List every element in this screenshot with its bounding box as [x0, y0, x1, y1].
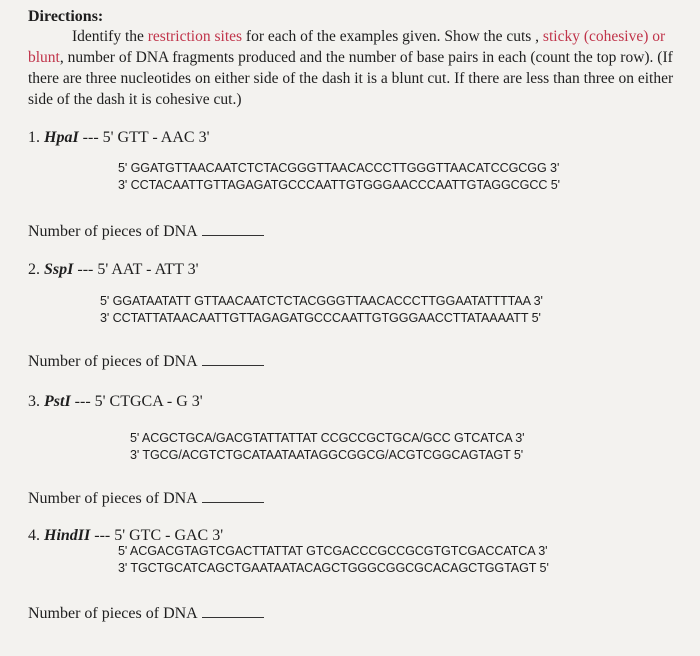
- recognition-site: --- 5' GTC - GAC 3': [90, 527, 224, 544]
- example-4-sequence: [118, 543, 549, 577]
- top-strand: 5' GGATAATATT GTTAACAATCTCTACGGGTTAACACCCTTGGAATATTTTAA 3': [100, 294, 543, 308]
- top-strand: 5' ACGCTGCA/GACGTATTATTAT CCGCCGCTGCA/GCC GTCATCA 3': [130, 431, 525, 445]
- example-1-title: [28, 129, 209, 147]
- directions-heading: Directions:: [28, 8, 104, 25]
- directions-text-1: Identify the: [72, 28, 148, 45]
- example-2-title: [28, 261, 199, 279]
- directions-paragraph: [28, 26, 680, 110]
- highlight-sticky-or-blunt: sticky (cohesive) or blunt: [28, 28, 666, 66]
- top-strand: 5' ACGACGTAGTCGACTTATTAT GTCGACCCGCCGCGTGTCGACCATCA 3': [118, 544, 548, 558]
- bottom-strand: 3' TGCTGCATCAGCTGAATAATACAGCTGGGCGGCGCACAGCTGGTAGT 5': [118, 561, 549, 575]
- recognition-site: --- 5' AAT - ATT 3': [73, 261, 199, 278]
- example-number: 1.: [28, 129, 40, 146]
- example-3-count: [28, 488, 264, 508]
- bottom-strand: 3' CCTATTATAACAATTGTTAGAGATGCCCAATTGTGGGAACCTTATAAAATT 5': [100, 311, 541, 325]
- example-3-sequence: [130, 430, 524, 464]
- example-4-count: [28, 603, 264, 623]
- example-1-count: [28, 221, 264, 241]
- example-3-title: [28, 393, 203, 411]
- recognition-site: --- 5' GTT - AAC 3': [78, 129, 210, 146]
- top-strand: 5' GGATGTTAACAATCTCTACGGGTTAACACCCTTGGGTTAACATCCGCGG 3': [118, 161, 560, 175]
- count-label: Number of pieces of DNA: [28, 490, 198, 507]
- example-2-count: [28, 351, 264, 371]
- enzyme-name: SspI: [44, 261, 74, 278]
- bottom-strand: 3' CCTACAATTGTTAGAGATGCCCAATTGTGGGAACCCAATTGTAGGCGCC 5': [118, 178, 560, 192]
- answer-blank[interactable]: [202, 221, 264, 236]
- count-label: Number of pieces of DNA: [28, 353, 198, 370]
- example-number: 3.: [28, 393, 40, 410]
- count-label: Number of pieces of DNA: [28, 605, 198, 622]
- example-2-sequence: [100, 293, 543, 327]
- bottom-strand: 3' TGCG/ACGTCTGCATAATAATAGGCGGCG/ACGTCGGCAGTAGT 5': [130, 448, 524, 462]
- example-number: 4.: [28, 527, 40, 544]
- answer-blank[interactable]: [202, 351, 264, 366]
- answer-blank[interactable]: [202, 488, 264, 503]
- example-number: 2.: [28, 261, 40, 278]
- directions-text-2: for each of the examples given. Show the cuts ,: [242, 28, 543, 45]
- directions-text-3: , number of DNA fragments produced and the number of base pairs in each (count the top row). (If there are three nucleotides on either side of the dash it is a blunt cut. If there are less than three on either side of the dash it is cohesive cut.): [28, 49, 674, 108]
- enzyme-name: HindII: [44, 527, 91, 544]
- answer-blank[interactable]: [202, 603, 264, 618]
- highlight-restriction-sites: restriction sites: [147, 28, 243, 45]
- recognition-site: --- 5' CTGCA - G 3': [70, 393, 203, 410]
- enzyme-name: PstI: [44, 393, 71, 410]
- example-1-sequence: [118, 160, 560, 194]
- enzyme-name: HpaI: [44, 129, 79, 146]
- count-label: Number of pieces of DNA: [28, 223, 198, 240]
